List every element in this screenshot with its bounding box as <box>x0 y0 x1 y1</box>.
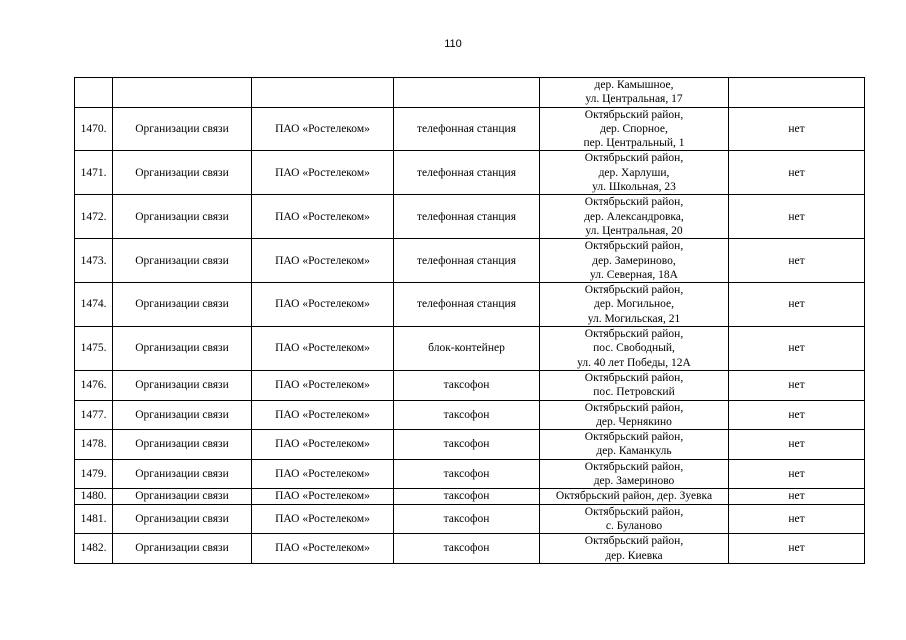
table-row <box>75 504 865 534</box>
cell-category: Организации связи <box>113 504 252 534</box>
address-line: ул. Могильская, 21 <box>587 312 681 325</box>
cell-address <box>540 459 729 489</box>
cell-address <box>540 504 729 534</box>
cell-num: 1474. <box>75 283 113 327</box>
table-row <box>75 151 865 195</box>
cell-owner: ПАО «Ростелеком» <box>252 489 394 504</box>
table-row <box>75 430 865 460</box>
cell-object: таксофон <box>394 400 540 430</box>
registry-table <box>74 77 865 564</box>
cell-status: нет <box>729 239 865 283</box>
cell-status: нет <box>729 107 865 151</box>
cell-object: телефонная станция <box>394 239 540 283</box>
address-line: дер. Замериново <box>593 475 675 488</box>
cell-owner: ПАО «Ростелеком» <box>252 283 394 327</box>
address-line: пос. Петровский <box>593 386 675 399</box>
cell-status: нет <box>729 195 865 239</box>
cell-address <box>540 534 729 564</box>
cell-object: телефонная станция <box>394 107 540 151</box>
cell-category: Организации связи <box>113 239 252 283</box>
address-line: дер. Камышное, <box>594 79 674 91</box>
cell-object: телефонная станция <box>394 151 540 195</box>
cell-category: Организации связи <box>113 430 252 460</box>
table-row <box>75 195 865 239</box>
address-line: дер. Александровка, <box>584 210 684 223</box>
cell-object: таксофон <box>394 430 540 460</box>
cell-category: Организации связи <box>113 327 252 371</box>
cell-object: таксофон <box>394 534 540 564</box>
cell-category: Организации связи <box>113 459 252 489</box>
cell-num: 1476. <box>75 370 113 400</box>
cell-status: нет <box>729 459 865 489</box>
cell-object: таксофон <box>394 489 540 504</box>
cell-object: блок-контейнер <box>394 327 540 371</box>
cell-status: нет <box>729 504 865 534</box>
address-line: Октябрьский район, <box>584 371 684 384</box>
cell-owner: ПАО «Ростелеком» <box>252 151 394 195</box>
address-line: ул. Северная, 18А <box>590 268 678 281</box>
address-line: Октябрьский район, <box>584 535 684 548</box>
cell-num: 1473. <box>75 239 113 283</box>
cell-num: 1482. <box>75 534 113 564</box>
cell-address <box>540 370 729 400</box>
address-line: ул. Центральная, 20 <box>585 224 683 237</box>
cell-num: 1481. <box>75 504 113 534</box>
cell-status: нет <box>729 283 865 327</box>
cell-address <box>540 195 729 239</box>
cell-address <box>540 239 729 283</box>
cell-address <box>540 430 729 460</box>
cell-num <box>75 78 113 108</box>
cell-owner: ПАО «Ростелеком» <box>252 459 394 489</box>
address-line: Октябрьский район, <box>584 460 684 473</box>
address-line: Октябрьский район, <box>584 505 684 518</box>
cell-category: Организации связи <box>113 195 252 239</box>
address-line: дер. Киевка <box>605 549 663 562</box>
address-line: Октябрьский район, <box>584 431 684 444</box>
table-row <box>75 400 865 430</box>
address-line: Октябрьский район, <box>584 152 684 165</box>
cell-status: нет <box>729 534 865 564</box>
cell-owner: ПАО «Ростелеком» <box>252 534 394 564</box>
table-row <box>75 459 865 489</box>
cell-category <box>113 78 252 108</box>
cell-object: телефонная станция <box>394 283 540 327</box>
cell-owner <box>252 78 394 108</box>
address-line: Октябрьский район, <box>584 196 684 209</box>
cell-num: 1471. <box>75 151 113 195</box>
cell-category: Организации связи <box>113 489 252 504</box>
cell-num: 1475. <box>75 327 113 371</box>
table-row <box>75 534 865 564</box>
address-line: Октябрьский район, <box>584 284 684 297</box>
page-number: 110 <box>444 38 462 50</box>
cell-num: 1472. <box>75 195 113 239</box>
cell-owner: ПАО «Ростелеком» <box>252 107 394 151</box>
cell-num: 1477. <box>75 400 113 430</box>
cell-address <box>540 400 729 430</box>
address-line: Октябрьский район, <box>584 328 684 341</box>
address-line: дер. Спорное, <box>600 122 668 135</box>
address-line: с. Буланово <box>605 519 663 532</box>
cell-category: Организации связи <box>113 283 252 327</box>
table-row <box>75 327 865 371</box>
cell-status: нет <box>729 370 865 400</box>
address-line: дер. Могильное, <box>593 298 675 311</box>
address-line: дер. Каманкуль <box>596 445 672 458</box>
address-line: Октябрьский район, <box>584 108 684 121</box>
cell-object: таксофон <box>394 370 540 400</box>
cell-address <box>540 489 729 504</box>
cell-num: 1479. <box>75 459 113 489</box>
cell-category: Организации связи <box>113 400 252 430</box>
cell-status: нет <box>729 400 865 430</box>
cell-object <box>394 78 540 108</box>
cell-address <box>540 107 729 151</box>
cell-num: 1480. <box>75 489 113 504</box>
cell-owner: ПАО «Ростелеком» <box>252 327 394 371</box>
address-line: дер. Харлуши, <box>598 166 670 179</box>
cell-category: Организации связи <box>113 107 252 151</box>
cell-address <box>540 327 729 371</box>
address-line: ул. Центральная, 17 <box>585 93 683 106</box>
cell-object: таксофон <box>394 459 540 489</box>
address-line: Октябрьский район, дер. Зуевка <box>555 490 713 503</box>
cell-status: нет <box>729 327 865 371</box>
cell-address <box>540 78 729 108</box>
cell-address <box>540 283 729 327</box>
address-line: Октябрьский район, <box>584 240 684 253</box>
address-line: ул. Школьная, 23 <box>592 181 676 194</box>
table-row <box>75 107 865 151</box>
cell-category: Организации связи <box>113 151 252 195</box>
cell-status: нет <box>729 489 865 504</box>
cell-num: 1478. <box>75 430 113 460</box>
cell-owner: ПАО «Ростелеком» <box>252 239 394 283</box>
cell-category: Организации связи <box>113 534 252 564</box>
address-line: ул. 40 лет Победы, 12А <box>577 356 691 369</box>
cell-object: таксофон <box>394 504 540 534</box>
cell-address <box>540 151 729 195</box>
cell-owner: ПАО «Ростелеком» <box>252 400 394 430</box>
address-line: пос. Свободный, <box>593 342 675 355</box>
cell-owner: ПАО «Ростелеком» <box>252 370 394 400</box>
cell-status: нет <box>729 151 865 195</box>
table-row <box>75 283 865 327</box>
table-row <box>75 489 865 504</box>
address-line: дер. Замериново, <box>592 254 676 267</box>
cell-owner: ПАО «Ростелеком» <box>252 504 394 534</box>
cell-category: Организации связи <box>113 370 252 400</box>
address-line: Октябрьский район, <box>584 401 684 414</box>
address-line: дер. Чернякино <box>596 415 672 428</box>
continuation-row <box>75 78 865 108</box>
address-line: пер. Центральный, 1 <box>583 137 685 150</box>
table-row <box>75 370 865 400</box>
cell-owner: ПАО «Ростелеком» <box>252 430 394 460</box>
cell-owner: ПАО «Ростелеком» <box>252 195 394 239</box>
cell-object: телефонная станция <box>394 195 540 239</box>
table-body <box>75 78 865 564</box>
cell-num: 1470. <box>75 107 113 151</box>
cell-status: нет <box>729 430 865 460</box>
cell-status <box>729 78 865 108</box>
table-row <box>75 239 865 283</box>
